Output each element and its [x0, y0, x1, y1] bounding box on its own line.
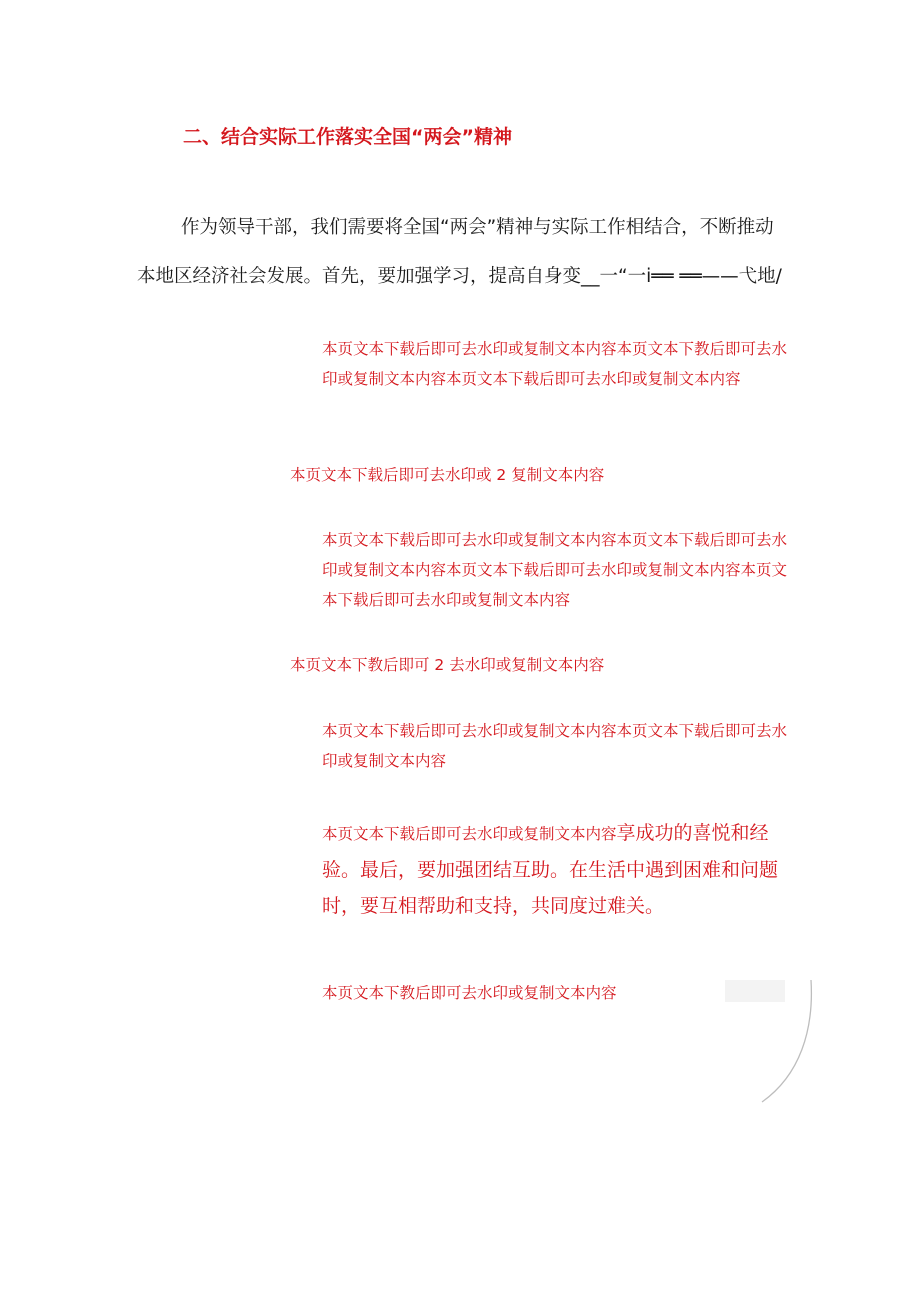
- body-paragraph: 作为领导干部，我们需要将全国“两会”精神与实际工作相结合，不断推动本地区经济社会发展。首先，要加强学习，提高自身变__一“一i══ ══——弋地/: [137, 217, 782, 287]
- watermark-block-1: 本页文本下载后即可去水印或复制文本内容本页文本下教后即可去水印或复制文本内容本页文本下载后即可去水印或复制文本内容: [322, 340, 788, 388]
- watermark-block-6-prefix: 本页文本下载后即可去水印或复制文本内容: [322, 825, 617, 843]
- watermark-block-5: 本页文本下载后即可去水印或复制文本内容本页文本下载后即可去水印或复制文本内容: [322, 722, 788, 770]
- watermark-block-6: [322, 815, 787, 924]
- watermark-line-4: 本页文本下教后即可 2 去水印或复制文本内容: [290, 656, 605, 674]
- watermark-line-2: 本页文本下载后即可去水印或 2 复制文本内容: [290, 466, 605, 484]
- decorative-curve-icon: [690, 960, 830, 1110]
- watermark-block-6-text: 享成功的喜悦和经验。最后，要加强团结互助。在生活中遇到困难和问题时，要互相帮助和支持，共同度过难关。: [322, 822, 779, 917]
- section-heading: 二、结合实际工作落实全国“两会”精神: [183, 126, 512, 148]
- watermark-line-7: 本页文本下教后即可去水印或复制文本内容: [322, 984, 617, 1002]
- watermark-block-3: 本页文本下载后即可去水印或复制文本内容本页文本下载后即可去水印或复制文本内容本页文本下载后即可去水印或复制文本内容本页文本下载后即可去水印或复制文本内容: [322, 531, 788, 609]
